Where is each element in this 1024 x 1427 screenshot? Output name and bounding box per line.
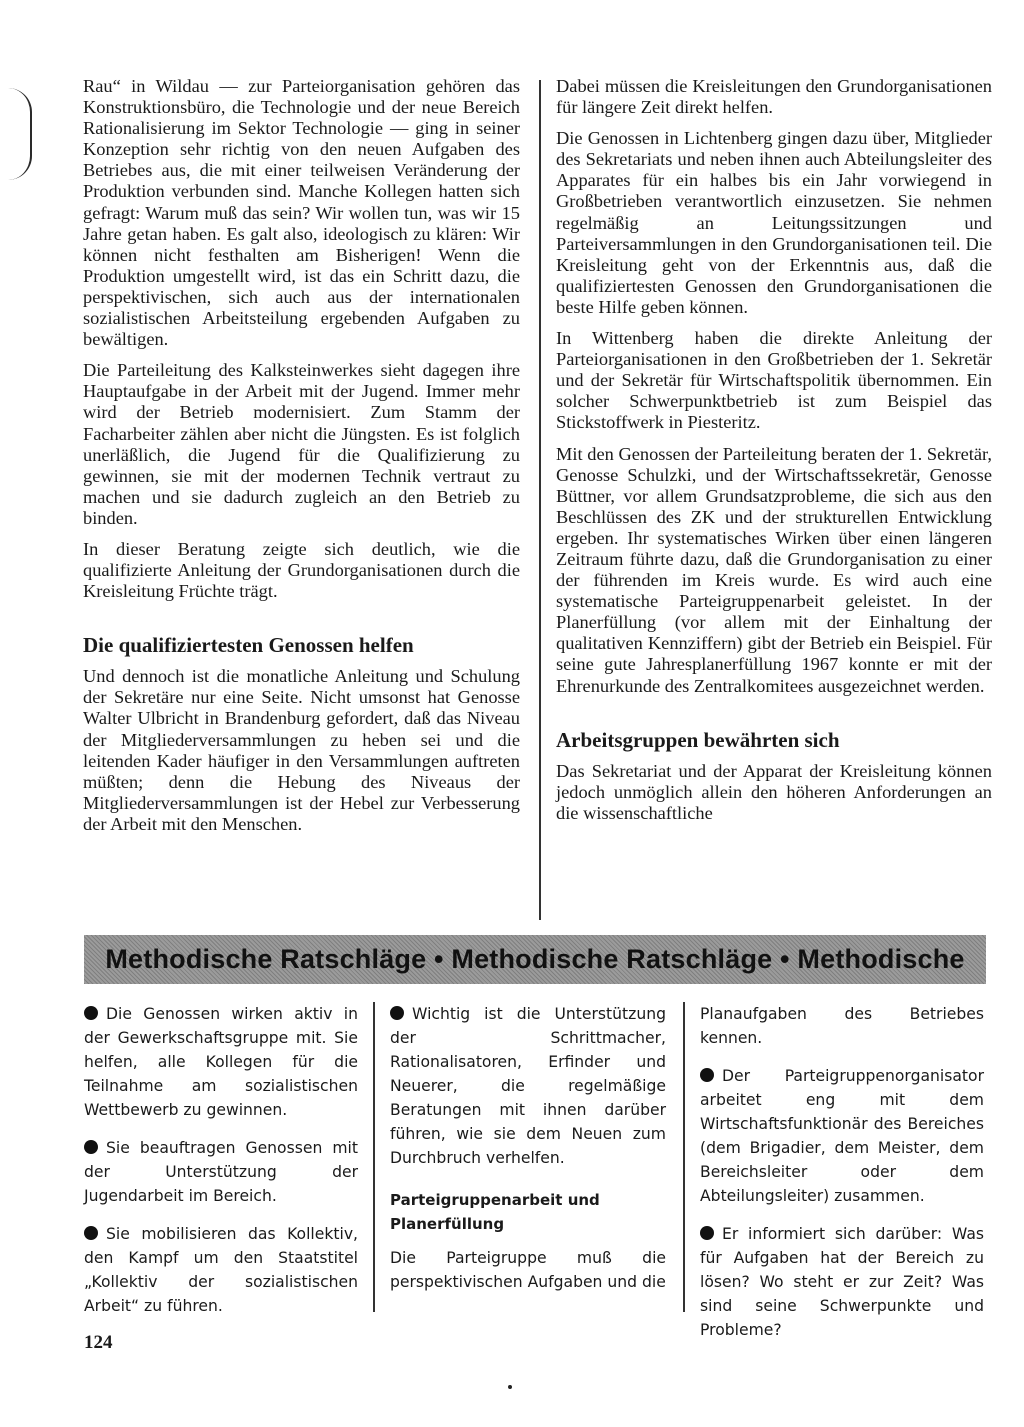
paragraph: Das Sekretariat und der Apparat der Kreisleitung können jedoch unmöglich allein den höheren Anforderungen an die wissenschaftliche [556, 760, 992, 823]
paragraph: Mit den Genossen der Parteileitung beraten der 1. Sekretär, Genosse Schulzki, und der Wirtschaftssekretär, Genosse Büttner, vor allem Grundsatzprobleme, die sich aus den Beschlüssen des ZK und der strukturellen Entwicklung ergeben. Ihr systematisches Wirken über einen längeren Zeitraum führte dazu, daß die Grundorganisation zu einer der führenden im Kreis wurde. Es wird auch eine systematische Parteigruppenarbeit geleistet. In der Planerfüllung (vor allem mit der Einhaltung der qualitativen Kennziffern) gibt der Betrieb ein Beispiel. Für seine gute Jahresplanerfüllung 1967 konnte er mit der Ehrenurkunde des Zentralkomitees ausgezeichnet werden. [556, 443, 992, 696]
paragraph: In dieser Beratung zeigte sich deutlich, wie die qualifizierte Anleitung der Grundorganisationen durch die Kreisleitung Früchte trägt. [83, 538, 520, 602]
page-number: 124 [84, 1332, 113, 1353]
tips-column-1 [84, 1002, 358, 1332]
paragraph: Die Genossen in Lichtenberg gingen dazu über, Mitglieder des Sekretariats und neben ihnen auch Abteilungsleiter des Apparates für ein halbes bis ein Jahr vorwiegend in Großbetrieben verantwortlich einzusetzen. Sie nehmen regelmäßig an Leitungssitzungen und Parteiversammlungen in den Grundorganisationen teil. Die Kreisleitung geht von der Erkenntnis aus, daß die qualifiziertesten Genossen den Grundorganisationen die beste Hilfe geben können. [556, 128, 992, 317]
bullet-icon [700, 1226, 714, 1240]
tip-text: Sie beauftragen Genossen mit der Unterstützung der Jugendarbeit im Bereich. [84, 1139, 358, 1205]
tip-item [84, 1222, 358, 1318]
tip-text: Die Parteigruppe muß die perspektivischen Aufgaben und die [390, 1249, 666, 1291]
bullet-icon [84, 1006, 98, 1020]
bullet-icon [84, 1140, 98, 1154]
banner-text: Methodische Ratschläge • Methodische Ratschläge • Methodische [105, 944, 965, 974]
bullet-icon [84, 1226, 98, 1240]
paragraph: Die Parteileitung des Kalksteinwerkes sieht dagegen ihre Hauptaufgabe in der Arbeit mit der Jugend. Immer mehr wird der Betrieb modernisiert. Zum Stamm der Facharbeiter zählen aber nicht die Jüngsten. Es ist folglich unerläßlich, die Jugend für die Qualifizierung zu gewinnen, sie mit der modernen Technik vertraut zu machen und sie dadurch zugleich an den Betrieb zu binden. [83, 360, 520, 528]
column-divider [539, 80, 541, 920]
methodical-advice-banner [84, 935, 986, 984]
paragraph: In Wittenberg haben die direkte Anleitung der Parteiorganisationen in den Großbetrieben der 1. Sekretär und der Sekretär für Wirtschaftspolitik übernommen. Ein solcher Schwerpunktbetrieb ist zum Beispiel das Stickstoffwerk in Piesteritz. [556, 328, 992, 433]
tip-text: Planaufgaben des Betriebes kennen. [700, 1005, 984, 1047]
tip-item [700, 1222, 984, 1342]
print-speck [508, 1385, 512, 1389]
paragraph: Dabei müssen die Kreisleitungen den Grundorganisationen für längere Zeit direkt helfen. [556, 76, 992, 118]
paragraph: Und dennoch ist die monatliche Anleitung und Schulung der Sekretäre nur eine Seite. Nicht umsonst hat Genosse Walter Ulbricht in Brandenburg gefordert, daß das Niveau der Mitgliederversammlungen zu heben sei und die leitenden Kader häufiger in den Versammlungen auftreten müßten; denn die Hebung des Niveaus der Mitgliederversammlungen ist der Hebel zur Verbesserung der Arbeit mit den Menschen. [83, 666, 520, 834]
tip-item [84, 1002, 358, 1122]
section-heading: Arbeitsgruppen bewährten sich [556, 727, 840, 752]
tip-item [390, 1002, 666, 1170]
bullet-icon [390, 1006, 404, 1020]
tip-text: Der Parteigruppenorganisator arbeitet eng mit dem Wirtschaftsfunktionär des Bereiches (dem Brigadier, dem Meister, dem Bereichsleiter oder dem Abteilungsleiter) zusammen. [700, 1067, 984, 1205]
tip-text: Die Genossen wirken aktiv in der Gewerkschaftsgruppe mit. Sie helfen, alle Kollegen für die Teilnahme am sozialistischen Wettbewerb zu gewinnen. [84, 1005, 358, 1119]
tip-item [84, 1136, 358, 1208]
tip-text: Sie mobilisieren das Kollektiv, den Kampf um den Staatstitel „Kollektiv der sozialistischen Arbeit“ zu führen. [84, 1225, 358, 1315]
tips-column-divider [683, 1002, 685, 1312]
right-text-column [556, 76, 992, 834]
tip-text: Er informiert sich darüber: Was für Aufgaben hat der Bereich zu lösen? Wo steht er zur Zeit? Was sind seine Schwerpunkte und Probleme? [700, 1225, 984, 1339]
tip-item [700, 1064, 984, 1208]
section-heading: Die qualifiziertesten Genossen helfen [83, 633, 414, 658]
left-text-column [83, 76, 520, 845]
tips-column-3 [700, 1002, 984, 1356]
tips-column-divider [373, 1002, 375, 1312]
paragraph: Rau“ in Wildau — zur Parteiorganisation gehören das Konstruktionsbüro, die Technologie und der neue Bereich Rationalisierung im Sektor Technologie — ging in seiner Konzeption sehr richtig von den neuen Aufgaben des Betriebes aus, die mit einer teilweisen Veränderung der Produktion verbunden sind. Manche Kollegen hatten sich gefragt: Warum muß das sein? Wir wollen tun, was wir 15 Jahre getan haben. Es galt also, ideologisch zu klären: Wir können nicht festhalten am Bisherigen! Wenn die Produktion umgestellt wird, ist das ein Schritt dazu, die perspektivischen, sich auch aus der internationalen sozialistischen Arbeitsteilung ergebenden Aufgaben zu bewältigen. [83, 76, 520, 350]
tips-column-2 [390, 1002, 666, 1308]
tip-text: Wichtig ist die Unterstützung der Schrittmacher, Rationalisatoren, Erfinder und Neuerer, die regelmäßige Beratungen mit ihnen darüber führen, wie sie dem Neuen zum Durchbruch verhelfen. [390, 1005, 666, 1167]
bullet-icon [700, 1068, 714, 1082]
tips-subheading: Parteigruppenarbeit und Planerfüllung [390, 1191, 600, 1233]
margin-bracket-mark [8, 88, 32, 180]
